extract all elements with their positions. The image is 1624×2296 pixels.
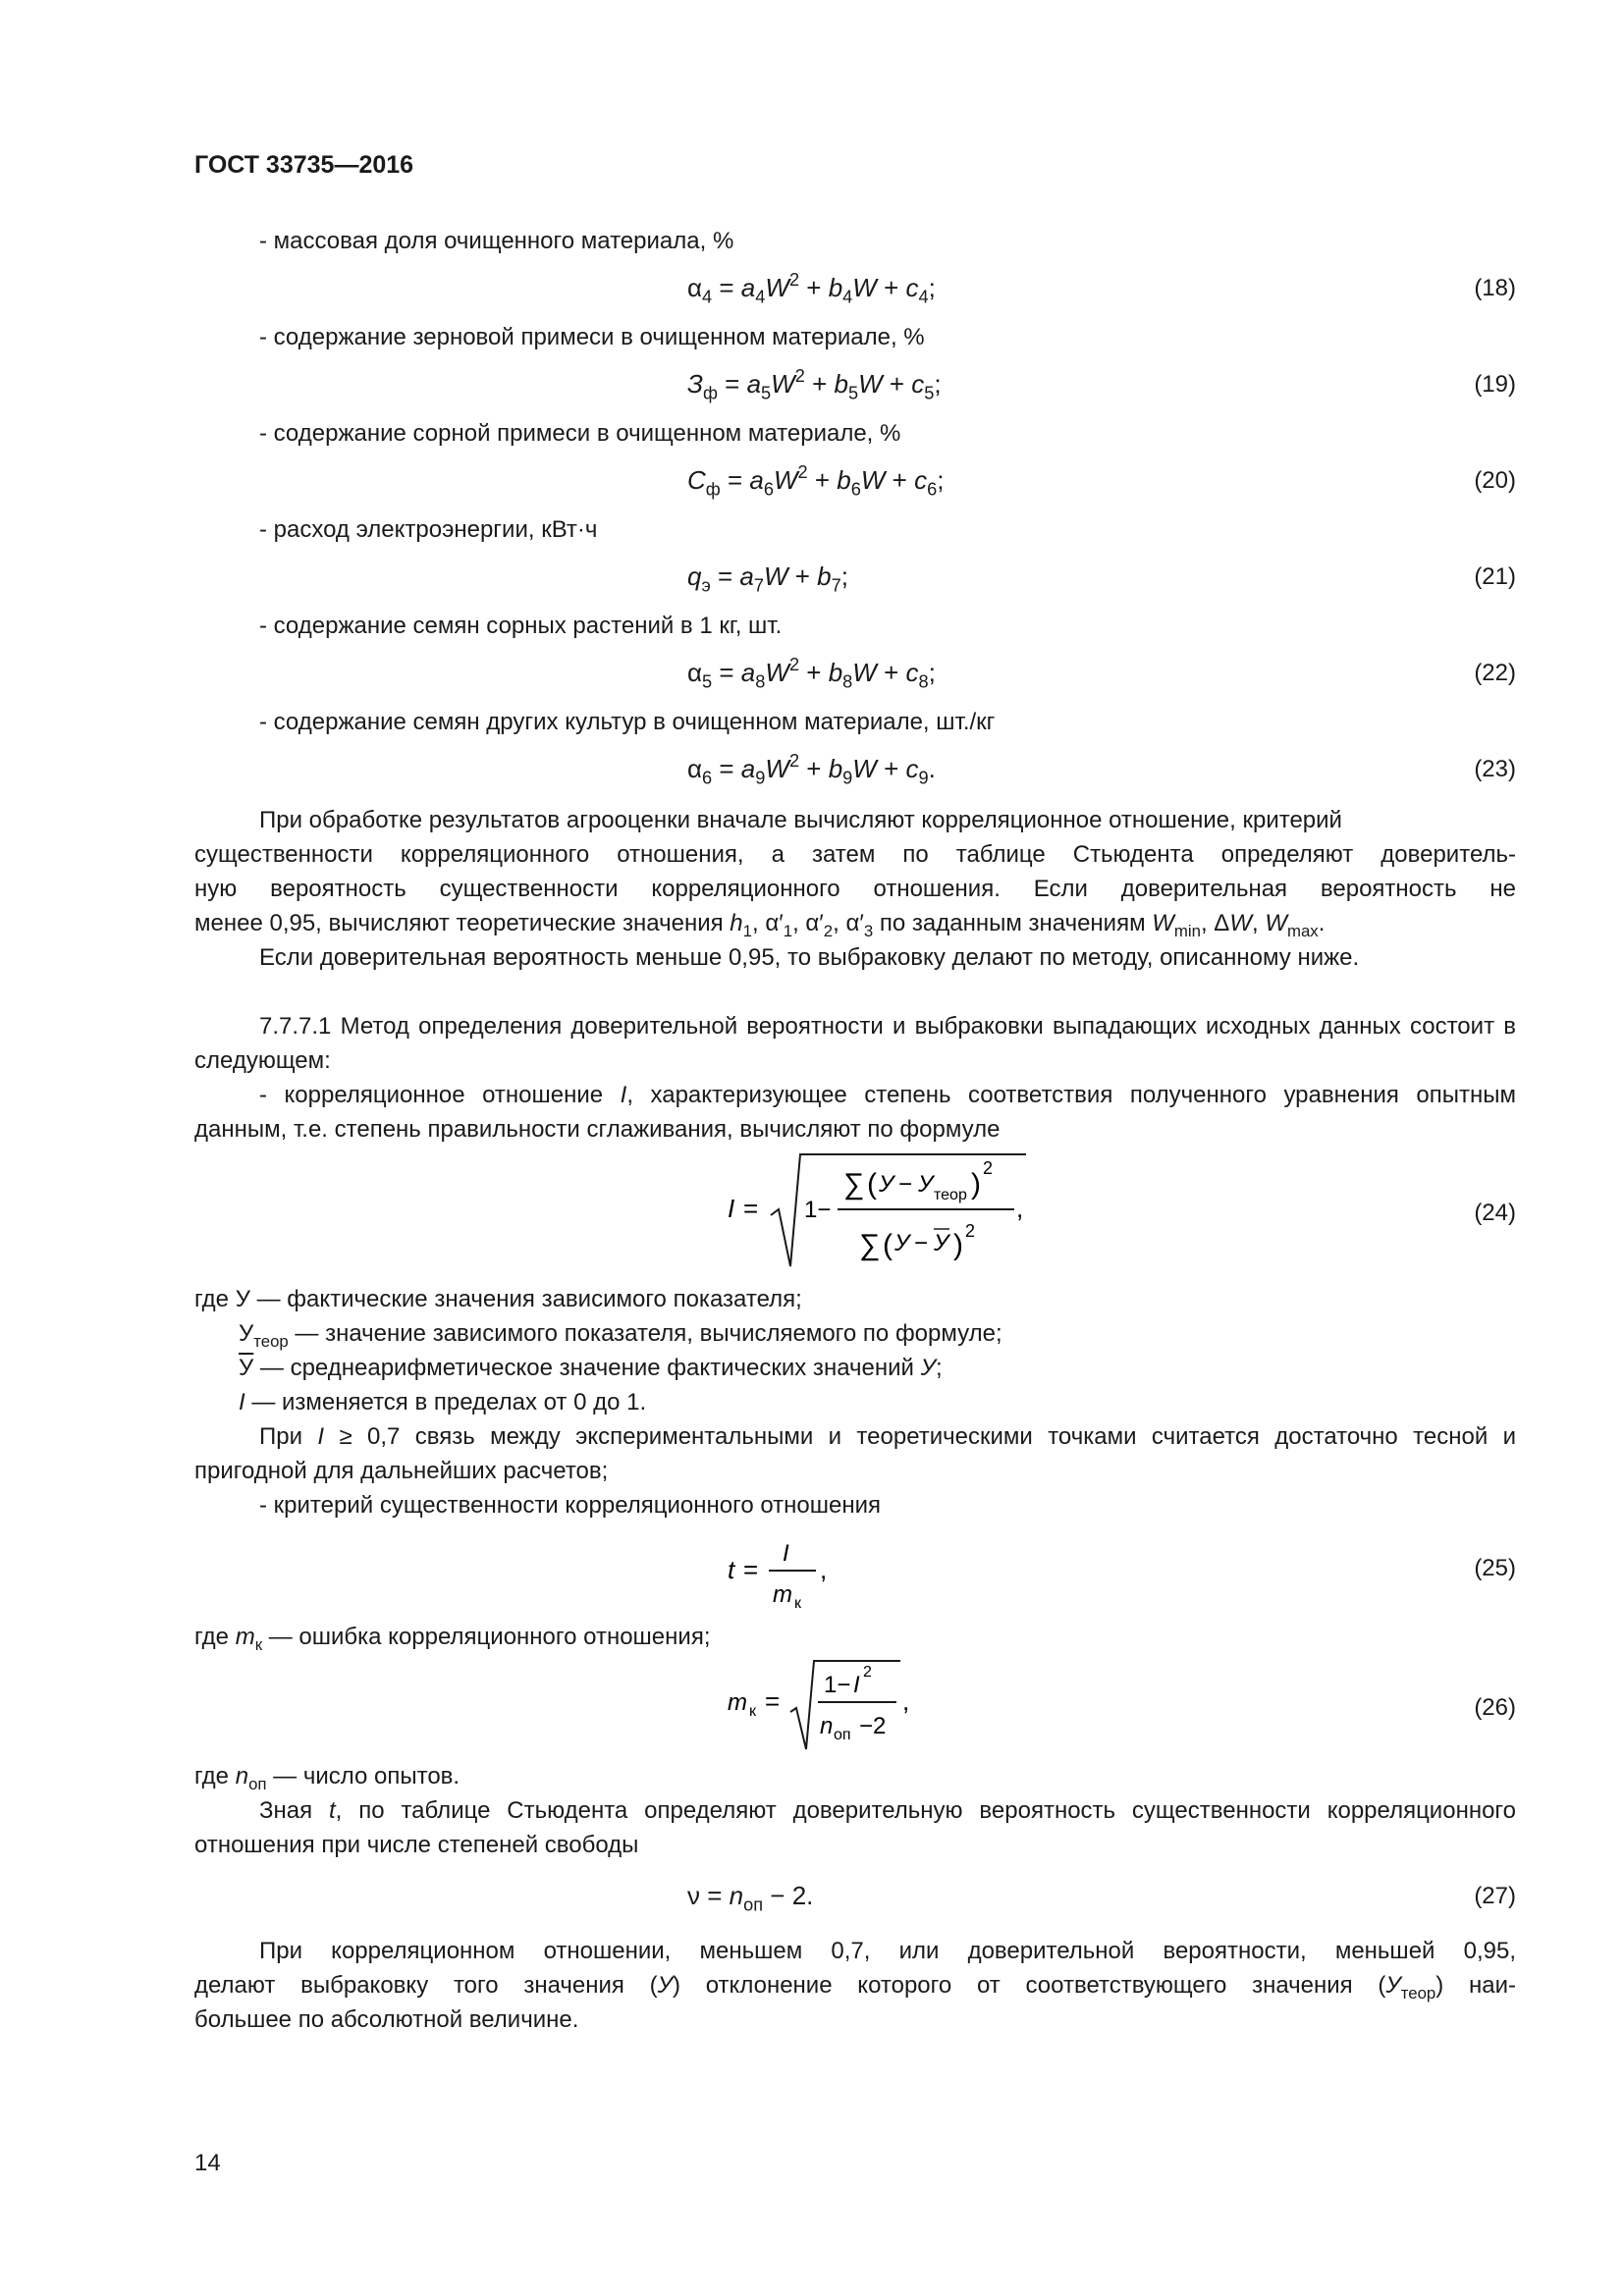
formula-25 bbox=[722, 1527, 879, 1616]
formula-number: (20) bbox=[1474, 467, 1516, 494]
svg-text:m: m bbox=[728, 1689, 747, 1716]
svg-text:=: = bbox=[765, 1686, 781, 1716]
formula-18: $\alpha_4 = a_4W^2 + b_4W + c_4$; bbox=[687, 270, 936, 307]
svg-text:=: = bbox=[743, 1555, 759, 1584]
svg-text:2: 2 bbox=[965, 1221, 976, 1241]
svg-text:2: 2 bbox=[863, 1664, 872, 1681]
formula-number: (22) bbox=[1474, 660, 1516, 686]
svg-text:(: ( bbox=[883, 1229, 893, 1261]
definition: У — среднеарифметическое значение фактических значений У; bbox=[239, 1355, 943, 1381]
formula-number: (24) bbox=[1474, 1200, 1516, 1226]
svg-text:2: 2 bbox=[983, 1158, 994, 1178]
formula-number: (25) bbox=[1474, 1555, 1516, 1581]
page-number: 14 bbox=[194, 2150, 221, 2176]
list-item: - содержание зерновой примеси в очищенном материале, % bbox=[259, 324, 925, 350]
paragraph-line: менее 0,95, вычисляют теоретические значения $h_1$, $\alpha'_1$, $\alpha'_2$, $\alpha'_3$ по заданным значениям $W_{min}$, ΔW, $W_{max}$. bbox=[194, 910, 1326, 940]
formula-22: $\alpha_5 = a_8W^2 + b_8W + c_8$; bbox=[687, 655, 936, 692]
definition: где $m_к$ — ошибка корреляционного отношения; bbox=[194, 1624, 711, 1654]
formula-20: $С_ф = a_6W^2 + b_6W + c_6$; bbox=[687, 462, 945, 500]
svg-text:=: = bbox=[743, 1194, 759, 1223]
list-item: - содержание семян других культур в очищенном материале, шт./кг bbox=[259, 709, 996, 735]
svg-text:У: У bbox=[879, 1171, 894, 1198]
svg-text:−2: −2 bbox=[859, 1713, 887, 1739]
svg-text:I: I bbox=[728, 1194, 735, 1223]
paragraph-line: делают выбраковку того значения (У) отклонение которого от соответствующего значения $(У_{теор})$ наи- bbox=[194, 1972, 1516, 2002]
svg-text:,: , bbox=[902, 1686, 910, 1716]
definition: где У — фактические значения зависимого показателя; bbox=[194, 1286, 802, 1312]
svg-text:теор: теор bbox=[934, 1187, 967, 1203]
svg-text:∑: ∑ bbox=[843, 1168, 865, 1201]
definition: I — изменяется в пределах от 0 до 1. bbox=[239, 1389, 647, 1415]
formula-23: $\alpha_6 = a_9W^2 + b_9W + c_9$. bbox=[687, 751, 936, 788]
list-item: - массовая доля очищенного материала, % bbox=[259, 228, 734, 254]
formula-24 bbox=[722, 1147, 1036, 1274]
svg-text:t: t bbox=[728, 1555, 735, 1584]
svg-text:оп: оп bbox=[834, 1727, 851, 1743]
formula-number: (27) bbox=[1474, 1883, 1516, 1909]
list-item: - критерий существенности корреляционного отношения bbox=[259, 1492, 882, 1519]
svg-text:1−: 1− bbox=[804, 1197, 832, 1223]
formula-number: (21) bbox=[1474, 563, 1516, 590]
paragraph: При I ≥ 0,7 связь между экспериментальными и теоретическими точками считается достаточно тесной и пригодной для дальнейших расчетов; bbox=[194, 1423, 1517, 1484]
formula-number: (18) bbox=[1474, 275, 1516, 301]
svg-text:У: У bbox=[918, 1171, 934, 1198]
svg-text:У: У bbox=[894, 1230, 910, 1256]
list-item: - расход электроэнергии, кВт·ч bbox=[259, 516, 598, 543]
svg-text:−: − bbox=[914, 1230, 929, 1256]
formula-27: $\nu = n_{оп} - 2$. bbox=[687, 1881, 814, 1915]
svg-text:к: к bbox=[749, 1703, 756, 1720]
paragraph-line: При обработке результатов агрооценки вначале вычисляют корреляционное отношение, критерий bbox=[259, 807, 1342, 833]
svg-text:−: − bbox=[898, 1171, 913, 1198]
formula-26 bbox=[722, 1655, 938, 1753]
list-item: - содержание сорной примеси в очищенном материале, % bbox=[259, 420, 901, 447]
svg-text:,: , bbox=[1016, 1194, 1024, 1223]
svg-text:,: , bbox=[820, 1555, 828, 1584]
formula-number: (23) bbox=[1474, 756, 1516, 782]
paragraph-line: При корреляционном отношении, меньшем 0,7, или доверительной вероятности, меньшей 0,95, bbox=[259, 1938, 1516, 1964]
svg-text:∑: ∑ bbox=[859, 1229, 881, 1261]
formula-21: $q_э = a_7W + b_7$; bbox=[687, 561, 848, 596]
definition: $У_{теор}$ — значение зависимого показателя, вычисляемого по формуле; bbox=[239, 1320, 1002, 1351]
paragraph: Зная t, по таблице Стьюдента определяют доверительную вероятность существенности корреляционного отношения при числе степеней свободы bbox=[194, 1797, 1516, 1858]
svg-text:n: n bbox=[820, 1713, 834, 1739]
paragraph-line: большее по абсолютной величине. bbox=[194, 2006, 579, 2033]
svg-text:): ) bbox=[953, 1229, 963, 1261]
svg-text:): ) bbox=[971, 1168, 981, 1201]
paragraph: Если доверительная вероятность меньше 0,95, то выбраковку делают по методу, описанному ниже. bbox=[259, 944, 1360, 971]
document-header: ГОСТ 33735—2016 bbox=[194, 151, 414, 179]
paragraph-line: существенности корреляционного отношения, а затем по таблице Стьюдента определяют доверитель- bbox=[194, 841, 1516, 868]
definition: где $n_{оп}$ — число опытов. bbox=[194, 1763, 460, 1793]
paragraph: 7.7.7.1 Метод определения доверительной вероятности и выбраковки выпадающих исходных данных состоит в следующем: bbox=[194, 1013, 1516, 1074]
formula-number: (26) bbox=[1474, 1694, 1516, 1721]
paragraph: - корреляционное отношение I, характеризующее степень соответствия полученного уравнения опытным данным, т.е. степень правильности сглаживания, вычисляют по формуле bbox=[194, 1082, 1516, 1143]
svg-text:(: ( bbox=[867, 1168, 877, 1201]
formula-19: $З_ф = a_5W^2 + b_5W + c_5$; bbox=[687, 366, 942, 403]
formula-number: (19) bbox=[1474, 371, 1516, 398]
svg-text:к: к bbox=[794, 1595, 801, 1612]
svg-text:I: I bbox=[853, 1672, 860, 1698]
svg-text:У: У bbox=[934, 1230, 949, 1256]
svg-text:1−: 1− bbox=[824, 1672, 851, 1698]
svg-text:m: m bbox=[773, 1581, 792, 1608]
list-item: - содержание семян сорных растений в 1 кг, шт. bbox=[259, 613, 783, 639]
paragraph-line: ную вероятность существенности корреляционного отношения. Если доверительная вероятность не bbox=[194, 876, 1516, 902]
svg-text:I: I bbox=[783, 1540, 789, 1567]
